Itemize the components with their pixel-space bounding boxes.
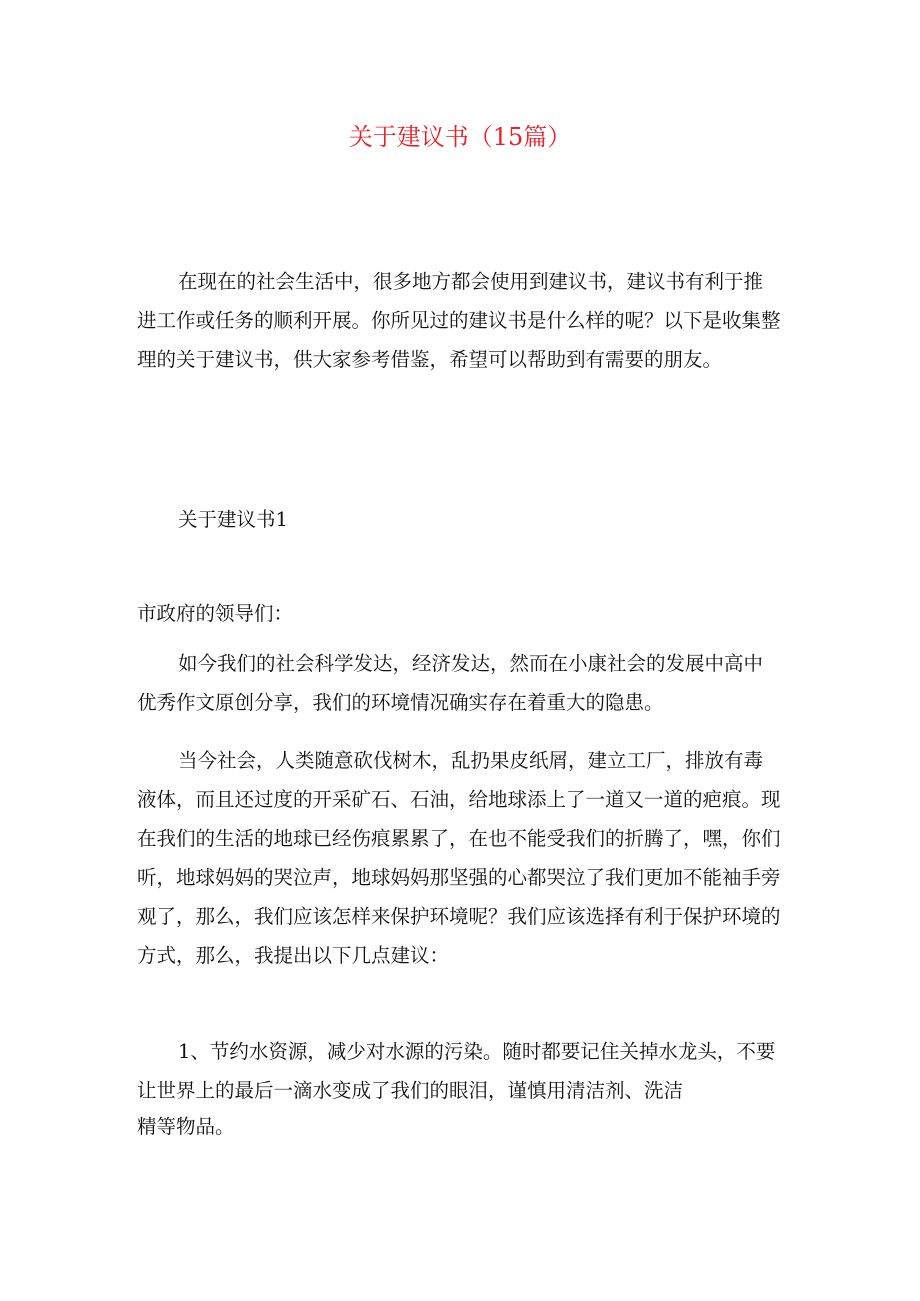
paragraph-line: 液体，而且还过度的开采矿石、石油，给地球添上了一道又一道的疤痕。现	[137, 788, 781, 811]
paragraph-line: 精等物品。	[137, 1115, 235, 1138]
paragraph-line: 方式，那么，我提出以下几点建议：	[137, 944, 450, 967]
intro-line: 理的关于建议书，供大家参考借鉴，希望可以帮助到有需要的朋友。	[137, 348, 723, 371]
intro-line: 在现在的社会生活中，很多地方都会使用到建议书，建议书有利于推	[178, 270, 764, 293]
document-title: 关于建议书（15篇）	[348, 123, 572, 151]
paragraph-line: 如今我们的社会科学发达，经济发达，然而在小康社会的发展中高中	[178, 652, 764, 675]
paragraph-line: 听，地球妈妈的哭泣声，地球妈妈那坚强的心都哭泣了我们更加不能袖手旁	[137, 866, 781, 889]
intro-paragraph	[137, 262, 797, 379]
body-paragraph-3	[137, 1032, 797, 1144]
section-heading	[137, 500, 797, 539]
body-paragraph-1	[137, 644, 797, 722]
paragraph-line: 当今社会，人类随意砍伐树木，乱扔果皮纸屑，建立工厂，排放有毒	[178, 749, 764, 772]
section-heading-text: 关于建议书1	[178, 508, 288, 531]
paragraph-line: 观了，那么，我们应该怎样来保护环境呢？我们应该选择有利于保护环境的	[137, 905, 781, 928]
paragraph-line: 在我们的生活的地球已经伤痕累累了，在也不能受我们的折腾了，嘿，你们	[137, 827, 781, 850]
intro-line: 进工作或任务的顺利开展。你所见过的建议书是什么样的呢？以下是收集整	[137, 309, 781, 332]
salutation	[137, 594, 797, 633]
paragraph-line: 让世界上的最后一滴水变成了我们的眼泪，谨慎用清洁剂、洗洁	[137, 1079, 684, 1102]
salutation-text: 市政府的领导们：	[137, 602, 294, 625]
body-paragraph-2	[137, 741, 797, 975]
paragraph-line: 1、节约水资源，减少对水源的污染。随时都要记住关掉水龙头，不要	[178, 1040, 776, 1063]
paragraph-line: 优秀作文原创分享，我们的环境情况确实存在着重大的隐患。	[137, 691, 664, 714]
